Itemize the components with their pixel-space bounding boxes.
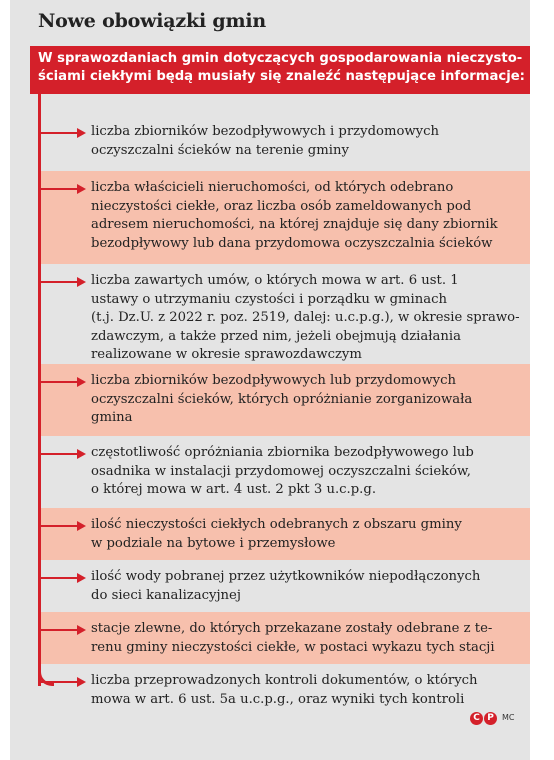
list-item-text — [91, 179, 530, 253]
list-item-line: bezodpływowy lub dana przydomowa oczyszczalnia ścieków — [91, 235, 493, 251]
list-item-line: renu gminy nieczystości ciekłe, w postaci wykazu tych stacji — [91, 639, 495, 655]
arrow-right-icon — [41, 449, 86, 459]
list-item-text — [91, 272, 530, 365]
list-item-line: gmina — [91, 410, 133, 425]
list-item-line: stacje zlewne, do których przekazane zostały odebrane z te- — [91, 621, 493, 636]
list-item — [41, 560, 530, 612]
list-item-line: o której mowa w art. 4 ust. 2 pkt 3 u.c.p.g. — [91, 482, 377, 497]
list-item-line: adresem nieruchomości, na której znajduje się dany zbiornik — [91, 217, 498, 232]
logo-p-icon: P — [484, 712, 497, 725]
list-item — [41, 264, 530, 364]
banner-line: ściami ciekłymi będą musiały się znaleźć następujące informacje: — [38, 69, 525, 84]
list-item-line: częstotliwość opróżniania zbiornika bezodpływowego lub — [91, 445, 474, 460]
list-item-text — [91, 516, 530, 553]
list-item-line: oczyszczalni ścieków, których opróżnianie zorganizowała — [91, 391, 473, 407]
arrow-right-icon — [41, 128, 86, 138]
list-item — [41, 612, 530, 664]
list-item-line: (t.j. Dz.U. z 2022 r. poz. 2519, dalej: u.c.p.g.), w okresie sprawo- — [91, 310, 520, 325]
list-item-line: ilość wody pobranej przez użytkowników niepodłączonych — [91, 569, 481, 584]
arrow-right-icon — [41, 625, 86, 635]
list-item-line: realizowane w okresie sprawozdawczym — [91, 347, 362, 362]
banner-line: W sprawozdaniach gmin dotyczących gospodarowania nieczysto- — [38, 51, 523, 66]
arrow-right-icon — [41, 184, 86, 194]
list-item-text — [91, 672, 530, 709]
list-item-line: w podziale na bytowe i przemysłowe — [91, 535, 336, 551]
list-item-line: ustawy o utrzymaniu czystości i porządku w gminach — [91, 291, 447, 307]
list-item-text — [91, 123, 530, 160]
list-item-line: do sieci kanalizacyjnej — [91, 587, 241, 603]
list-item-line: liczba zawartych umów, o których mowa w art. 6 ust. 1 — [91, 273, 459, 288]
list-item-line: liczba zbiorników bezodpływowych i przydomowych — [91, 124, 440, 139]
list-item-line: oczyszczalni ścieków na terenie gminy — [91, 142, 349, 158]
list-item-line: osadnika w instalacji przydomowej oczyszczalni ścieków, — [91, 463, 471, 479]
list-item-line: liczba zbiorników bezodpływowych lub przydomowych — [91, 373, 456, 388]
arrow-right-icon — [41, 377, 86, 387]
page-title: Nowe obowiązki gmin — [38, 10, 267, 32]
list-item-line: nieczystości ciekłe, oraz liczba osób zameldowanych pod — [91, 198, 472, 214]
arrow-right-icon — [41, 573, 86, 583]
logo-c-icon: C — [470, 712, 483, 725]
list-item — [41, 364, 530, 436]
author-credit: MC — [502, 713, 515, 722]
list-item — [41, 113, 530, 171]
arrow-right-icon — [41, 677, 86, 687]
arrow-right-icon — [41, 521, 86, 531]
list-item — [41, 508, 530, 560]
list-item-line: ilość nieczystości ciekłych odebranych z obszaru gminy — [91, 517, 462, 532]
list-item-text — [91, 620, 530, 657]
intro-banner — [30, 46, 530, 94]
list-item — [41, 436, 530, 508]
list-item-line: liczba właścicieli nieruchomości, od których odebrano — [91, 180, 454, 195]
list-item-line: zdawczym, a także przed nim, jeżeli obejmują działania — [91, 328, 461, 344]
list-item — [41, 171, 530, 264]
arrow-right-icon — [41, 277, 86, 287]
list-item-text — [91, 444, 530, 500]
list-item-text — [91, 372, 530, 428]
list-item-text — [91, 568, 530, 605]
list-item-line: liczba przeprowadzonych kontroli dokumentów, o których — [91, 673, 478, 688]
list-item — [41, 664, 530, 714]
list-item-line: mowa w art. 6 ust. 5a u.c.p.g., oraz wyniki tych kontroli — [91, 691, 465, 707]
